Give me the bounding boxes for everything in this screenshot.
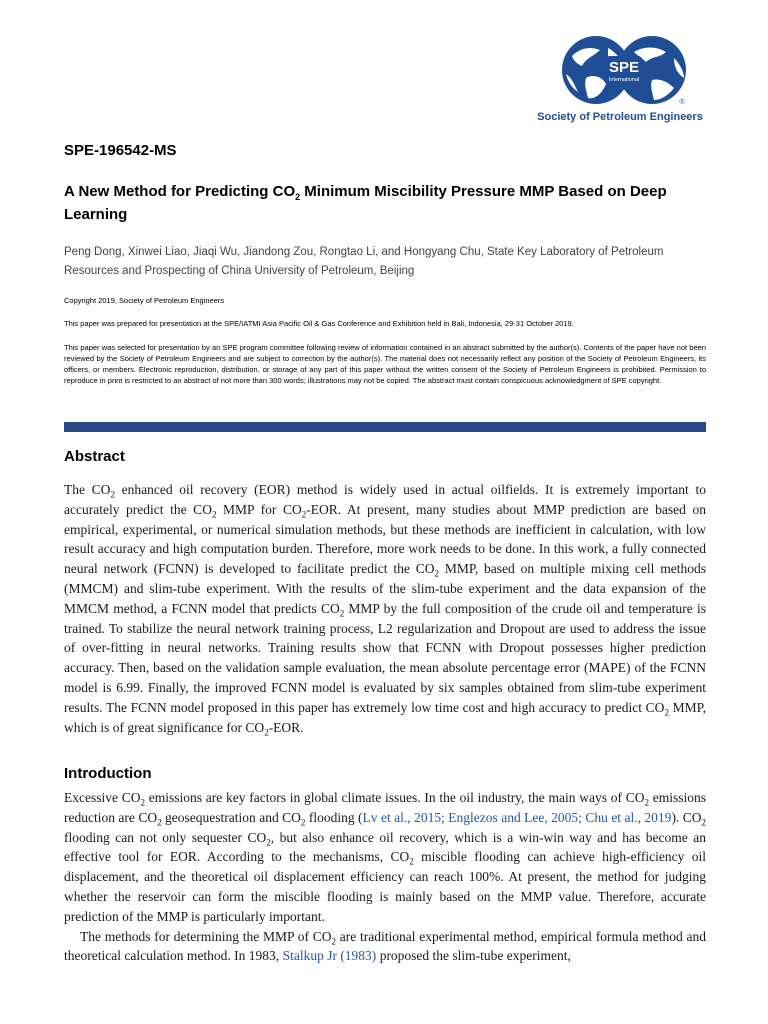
abstract-heading: Abstract bbox=[64, 448, 125, 465]
logo-caption: Society of Petroleum Engineers bbox=[537, 111, 703, 123]
intro-paragraph-2: The methods for determining the MMP of $CO_2$ are traditional experimental method, empirical formula method and theoretical calculation method. In 1983, Stalkup Jr (1983) proposed the slim-tube experiment, bbox=[64, 928, 706, 964]
paper-id: SPE-196542-MS bbox=[64, 142, 177, 159]
author-list: Peng Dong, Xinwei Liao, Jiaqi Wu, Jiandong Zou, Rongtao Li, and Hongyang Chu, State Key Laboratory of Petroleum Resources and Prospecting of China University of Petroleum, Beijing bbox=[64, 246, 664, 277]
presentation-notice: This paper was prepared for presentation at the SPE/IATMI Asia Pacific Oil & Gas Conference and Exhibition held in Bali, Indonesia, 29-31 October 2019. bbox=[64, 319, 574, 328]
abstract-body: The $CO_2$ enhanced oil recovery (EOR) method is widely used in actual oilfields. It is extremely important to accurately predict the $CO_2$ MMP for $CO_2$-EOR. At present, many studies about MMP prediction are based on empirical, experimental, or numerical simulation methods, but these methods are inefficient in calculation, with low result accuracy and high computation burden. Therefore, more work needs to be done. In this work, a fully connected neural network (FCNN) is developed to facilitate predict the $CO_2$ MMP, based on multiple mixing cell methods (MMCM) and slim-tube experiment. With the results of the slim-tube experiment and the data expansion of the MMCM method, a FCNN model that predicts $CO_2$ MMP by the full composition of the crude oil and temperature is trained. To stabilize the neural network training process, L2 regularization and Dropout are used to address the issue of over-fitting in neural networks. Training results show that FCNN with Dropout possesses higher prediction accuracy. Then, based on the validation sample evaluation, the mean absolute percentage error (MAPE) of the FCNN model is 6.99. Finally, the improved FCNN model is evaluated by six samples obtained from slim-tube experiment results. The FCNN model proposed in this paper has extremely low time cost and high accuracy to predict $CO_2$ MMP, which is of great significance for $CO_2$-EOR. bbox=[64, 482, 707, 738]
header-divider bbox=[64, 422, 706, 432]
selection-notice: This paper was selected for presentation by an SPE program committee following review of information contained in an abstract submitted by the author(s). Contents of the paper have not been reviewed by the Society of Petroleum Engineers and are subject to correction by the author(s). The material does not necessarily reflect any position of the Society of Petroleum Engineers, its officers, or members. Electronic reproduction, distribution, or storage of any part of this paper without the written consent of the Society of Petroleum Engineers is prohibited. Permission to reproduce in print is restricted to an abstract of not more than 300 words; illustrations may not be copied. The abstract must contain conspicuous acknowledgment of SPE copyright. bbox=[64, 343, 706, 385]
citation-link[interactable]: Lv et al., 2015; Englezos and Lee, 2005; Chu et al., 2019 bbox=[362, 809, 672, 825]
logo-sub: International bbox=[608, 77, 640, 83]
spe-logo bbox=[556, 34, 690, 106]
logo-mark: SPE bbox=[608, 59, 640, 76]
introduction-heading: Introduction bbox=[64, 765, 152, 782]
citation-link[interactable]: Stalkup Jr (1983) bbox=[282, 948, 377, 964]
introduction-body bbox=[64, 788, 706, 966]
intro-paragraph-1: Excessive $CO_2$ emissions are key factors in global climate issues. In the oil industry, the main ways of $CO_2$ emissions reduction are $CO_2$ geosequestration and $CO_2$ flooding (Lv et al., 2015; Englezos and Lee, 2005; Chu et al., 2019). $CO_2$ flooding can not only sequester $CO_2$, but also enhance oil recovery, which is a win-win way and has become an effective tool for EOR. According to the mechanisms, $CO_2$ miscible flooding can achieve high-efficiency oil displacement, and the theoretical oil displacement efficiency can reach 100%. At present, the method for judging whether the reservoir can form the miscible flooding is mainly based on the MMP value. Therefore, accurate prediction of the MMP is particularly important. bbox=[64, 790, 707, 924]
paper-title: A New Method for Predicting $CO_2$ Minimum Miscibility Pressure MMP Based on Deep Learning bbox=[64, 183, 667, 223]
registered-mark: ® bbox=[679, 99, 685, 106]
copyright-notice: Copyright 2019, Society of Petroleum Engineers bbox=[64, 296, 225, 305]
